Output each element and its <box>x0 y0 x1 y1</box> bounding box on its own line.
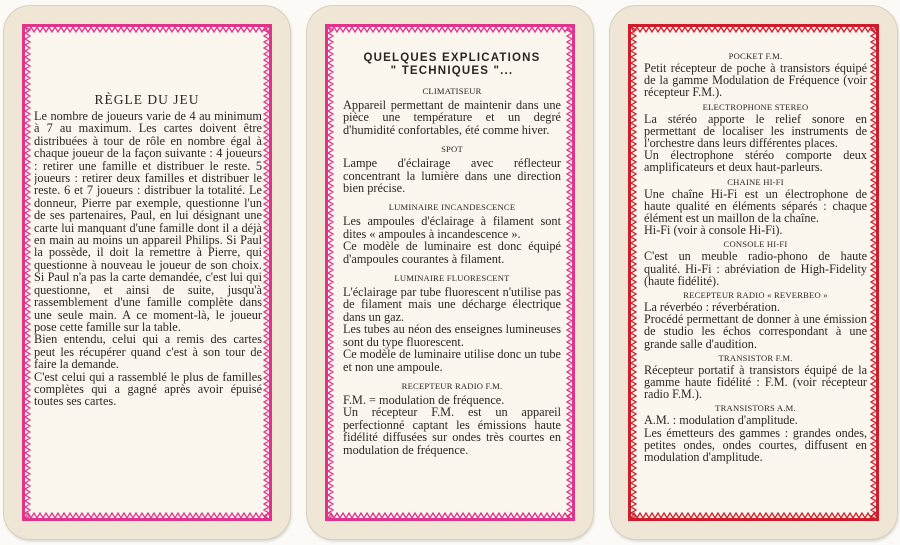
section-text: Une chaîne Hi-Fi est un électrophone de haute qualité en éléments séparés : chaque élément est un maillon de la chaîne. <box>644 186 867 226</box>
section-text: A.M. : modulation d'amplitude. <box>644 413 798 428</box>
section-heading: ELECTROPHONE STEREO <box>702 101 809 112</box>
rules-paragraph: Bien entendu, celui qui a remis des cartes peut les récupérer quand c'est à son tour de faire la demande. <box>34 332 262 372</box>
explanations-title-line1: QUELQUES EXPLICATIONS <box>363 52 541 64</box>
section-text: Ce modèle de luminaire utilise donc un tube et non une ampoule. <box>343 347 561 374</box>
rules-paragraph: Le nombre de joueurs varie de 4 au minimum à 7 au maximum. Les cartes doivent être distribuées à tour de rôle en nombre égal à chaque joueur de la façon suivante : 4 joueurs : retirer une famille et distribuer le reste. 5 joueurs : retirer deux familles et distribuer le reste. 6 et 7 joueurs : distribuer la totalité. Le donneur, Pierre par exemple, questionne l'un de ses partenaires, Paul, en lui désignant une carte lui manquant d'une famille dont il a déjà en main au moins un appareil Philips. Si Paul la possède, il doit la remettre à Pierre, qui questionne à nouveau le joueur de son choix. Si Paul n'a pas la carte demandée, c'est lui qui questionne, et ainsi de suite, jusqu'à rassemblement d'une famille complète dans une seule main. A ce moment-là, le joueur pose cette famille sur la table. <box>34 110 262 334</box>
section-heading: POCKET F.M. <box>728 51 783 61</box>
section-text: C'est un meuble radio-phono de haute qualité. Hi-Fi : abréviation de High-Fidelity (haute fidélité). <box>644 249 867 288</box>
section-text: Récepteur portatif à transistors équipé de la gamme haute fidélité : F.M. (voir récepteur radio F.M.). <box>644 362 867 402</box>
section-text: Petit récepteur de poche à transistors équipé de la gamme Modulation de Fréquence (voir récepteur F.M.). <box>644 61 867 100</box>
section-heading: LUMINAIRE INCANDESCENCE <box>388 202 516 213</box>
section-text: Les ampoules d'éclairage à filament sont dites « ampoules à incandescence ». <box>343 214 561 241</box>
card-explanations <box>307 6 593 539</box>
card-rules <box>4 6 290 539</box>
section-text: Les émetteurs des gammes : grandes ondes, petites ondes, ondes courtes, diffusent en modulation d'amplitude. <box>644 425 867 465</box>
section-heading: CHAINE HI-FI <box>727 176 784 187</box>
section-text: La réverbéo : réverbération. <box>644 300 781 315</box>
section-text: Un récepteur F.M. est un appareil perfectionné captant les émissions haute fidélité diffusées sur ondes très courtes en modulation de fréquence. <box>343 405 561 457</box>
explanations-title-line2: " TECHNIQUES "... <box>390 65 514 77</box>
section-heading: TRANSISTORS A.M. <box>715 403 796 414</box>
section-heading: TRANSISTOR F.M. <box>718 352 793 363</box>
section-heading: RECEPTEUR RADIO F.M. <box>401 380 503 391</box>
section-heading: CLIMATISEUR <box>422 86 482 96</box>
section-heading: RECEPTEUR RADIO « REVERBEO » <box>683 290 828 301</box>
section-heading: CONSOLE HI-FI <box>723 239 788 250</box>
section-heading: LUMINAIRE FLUORESCENT <box>394 273 510 284</box>
section-text: Les tubes au néon des enseignes lumineuses sont du type fluorescent. <box>343 322 561 349</box>
glossary-text <box>644 48 867 509</box>
rules-paragraph: C'est celui qui a rassemblé le plus de familles complètes qui a gagné après avoir épuisé toutes ses cartes. <box>34 369 262 409</box>
section-text: Hi-Fi (voir à console Hi-Fi). <box>644 223 783 238</box>
rules-title: RÈGLE DU JEU <box>94 92 200 107</box>
section-text: F.M. = modulation de fréquence. <box>343 392 505 407</box>
card-glossary <box>610 6 897 539</box>
rules-text <box>34 110 262 509</box>
explanations-title <box>343 52 561 78</box>
section-text: Procédé permettant de donner à une émission de studio les échos correspondant à une grande salle d'audition. <box>644 312 867 351</box>
section-text: Appareil permettant de maintenir dans une pièce une température et un degré d'humidité confortables, été comme hiver. <box>343 98 561 137</box>
section-heading: SPOT <box>441 144 463 155</box>
explanations-text <box>343 52 561 509</box>
section-text: Ce modèle de luminaire est donc équipé d'ampoules courantes à filament. <box>343 239 561 266</box>
section-text: Un électrophone stéréo comporte deux amplificateurs et deux haut-parleurs. <box>644 148 867 175</box>
section-text: La stéréo apporte le relief sonore en permettant de localiser les instruments de l'orchestre dans leurs différentes places. <box>644 111 867 151</box>
section-text: Lampe d'éclairage avec réflecteur concentrant la lumière dans une direction bien précise. <box>343 156 561 196</box>
section-text: L'éclairage par tube fluorescent n'utilise pas de filament mais une décharge électrique dans un gaz. <box>343 285 561 324</box>
